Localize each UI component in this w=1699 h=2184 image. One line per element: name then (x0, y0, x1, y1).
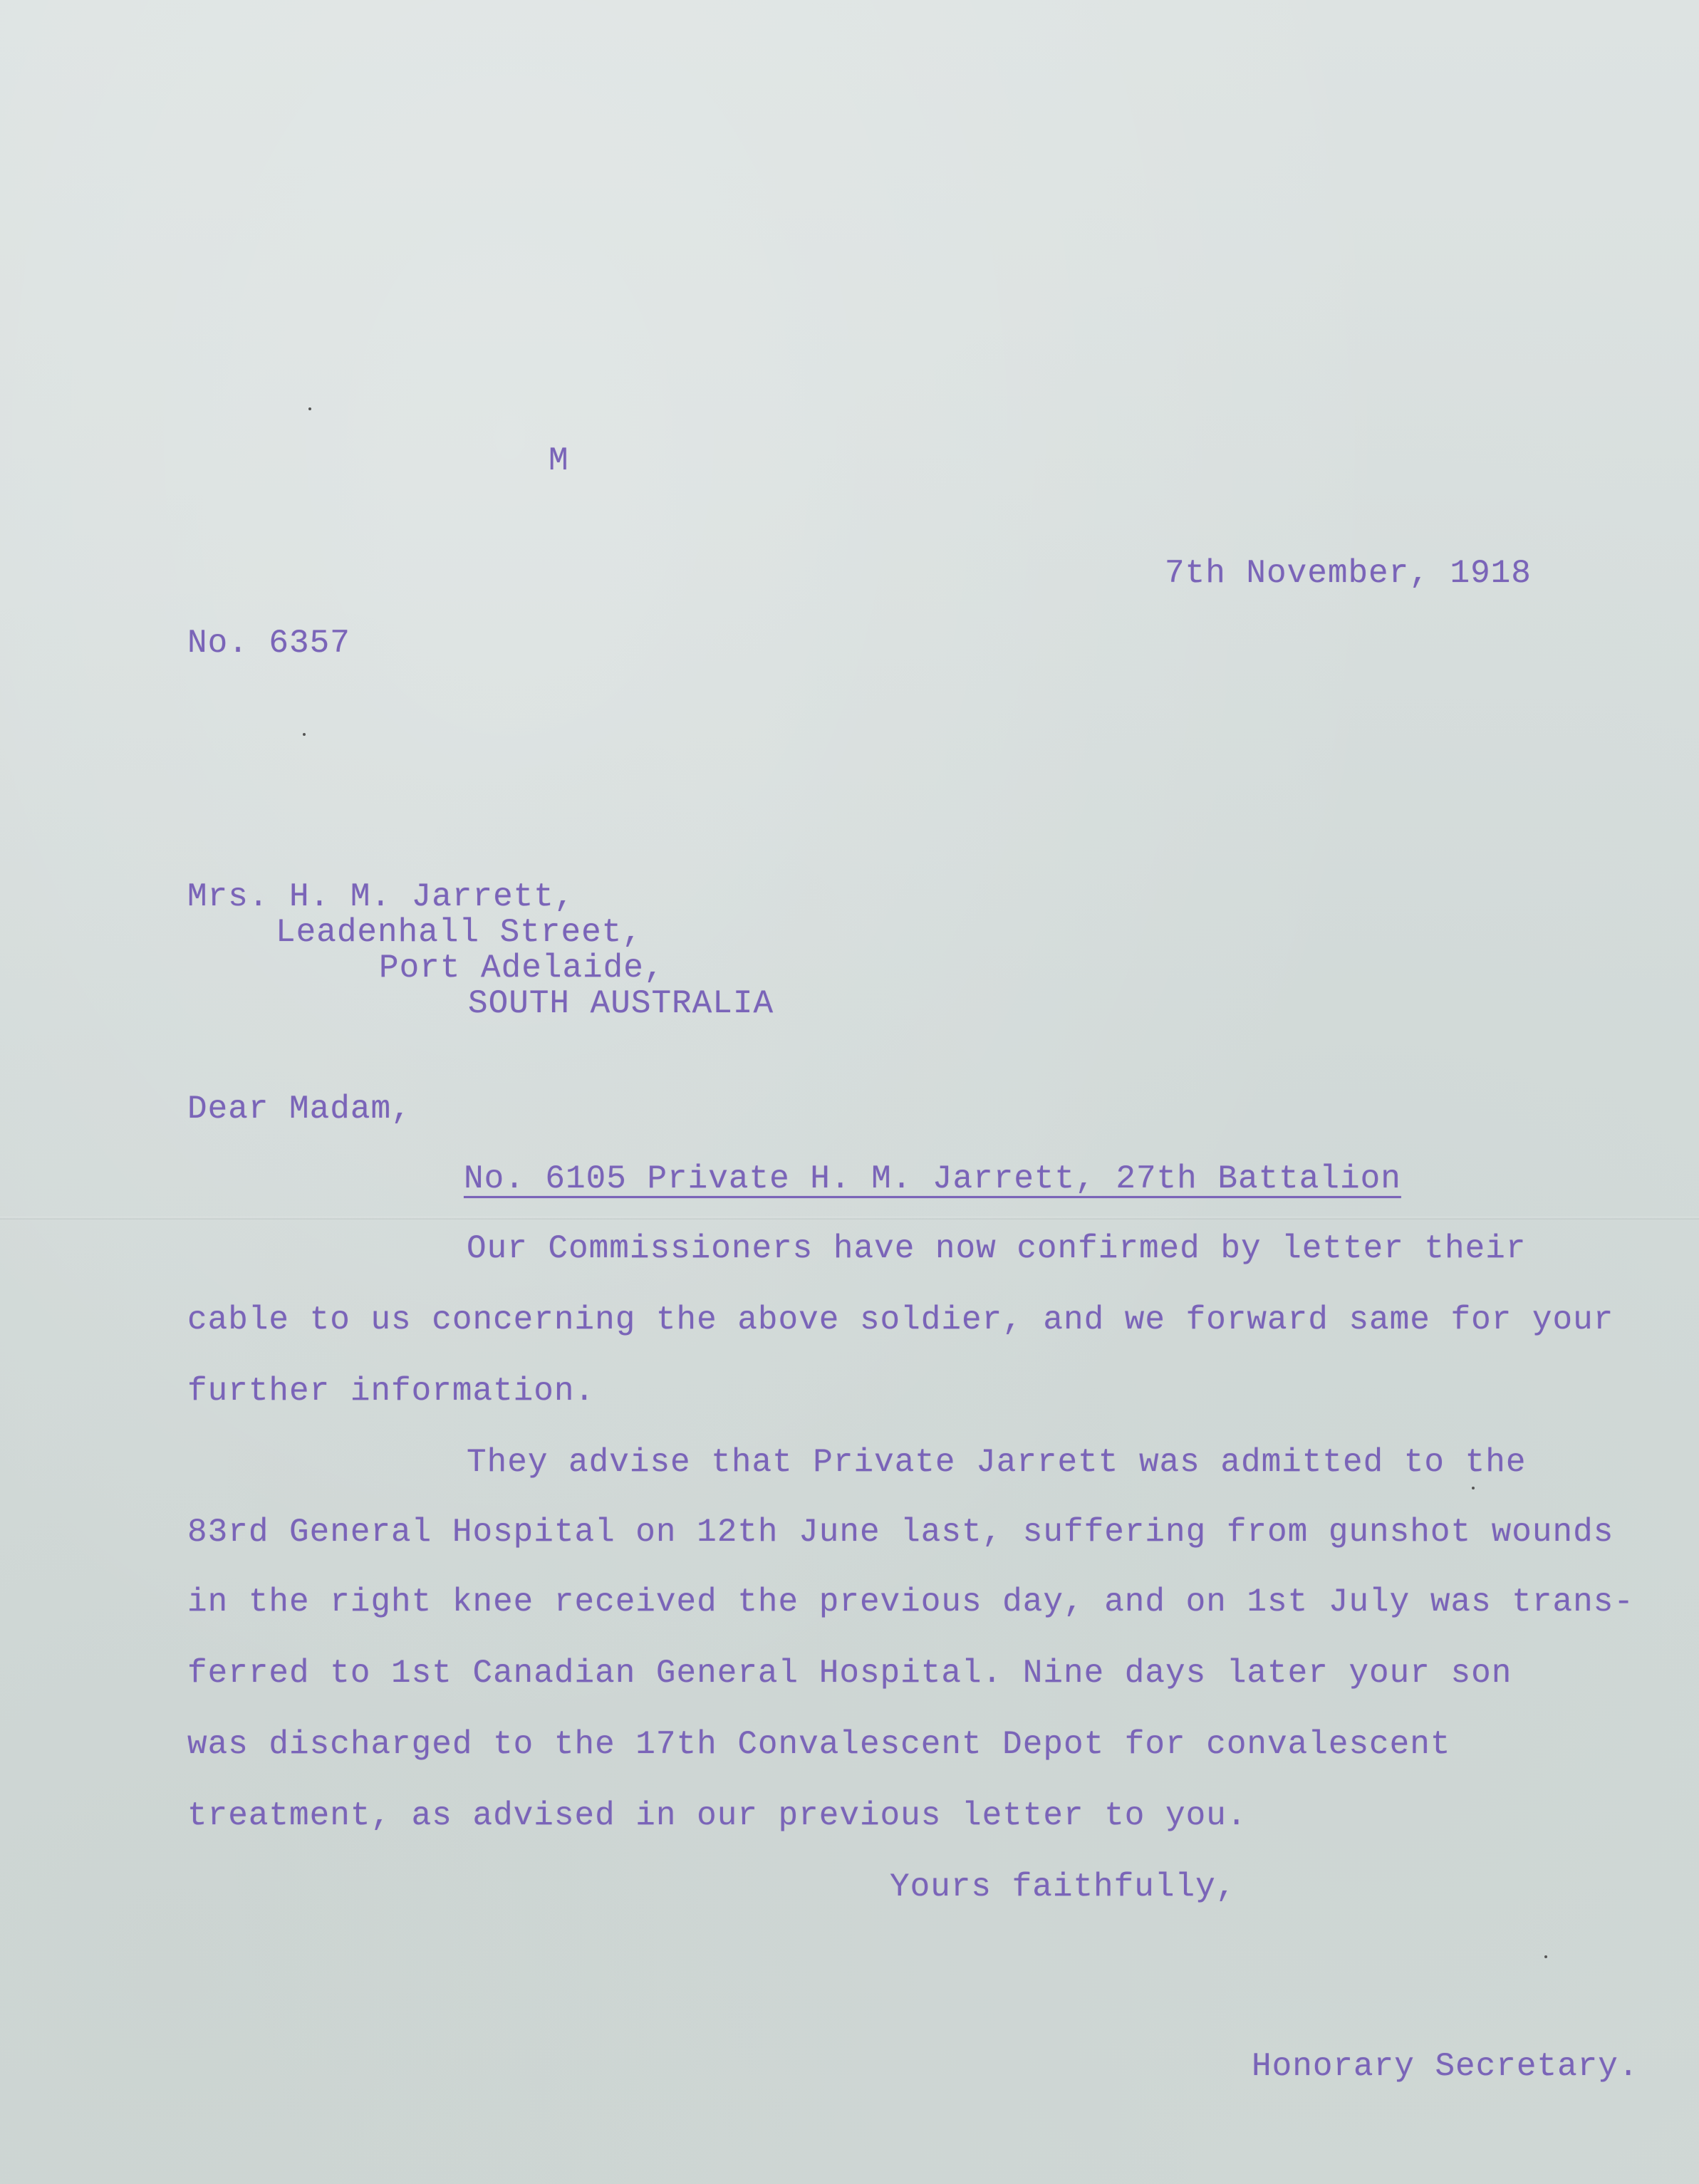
body-line: ferred to 1st Canadian General Hospital. Nine days later your son (187, 1655, 1512, 1692)
paper-speck (308, 407, 311, 410)
paper-speck (1544, 1955, 1547, 1958)
letter-initial: M (549, 442, 569, 479)
body-line: 83rd General Hospital on 12th June last, suffering from gunshot wounds (187, 1514, 1614, 1551)
address-line: Leadenhall Street, (276, 914, 643, 951)
letter-date: 7th November, 1918 (1165, 555, 1532, 592)
body-line: cable to us concerning the above soldier, and we forward same for your (187, 1301, 1614, 1338)
body-line: was discharged to the 17th Convalescent Depot for convalescent (187, 1726, 1451, 1763)
body-line: in the right knee received the previous day, and on 1st July was trans- (187, 1584, 1634, 1621)
salutation: Dear Madam, (187, 1091, 412, 1128)
closing: Yours faithfully, (890, 1868, 1237, 1905)
body-line: Our Commissioners have now confirmed by letter their (467, 1230, 1527, 1267)
body-line: further information. (187, 1373, 596, 1410)
signatory-title: Honorary Secretary. (1252, 2048, 1639, 2085)
address-line: Port Adelaide, (379, 950, 665, 987)
body-line: treatment, as advised in our previous letter to you. (187, 1797, 1247, 1834)
address-line: SOUTH AUSTRALIA (468, 985, 774, 1022)
subject-line: No. 6105 Private H. M. Jarrett, 27th Battalion (464, 1160, 1401, 1197)
paper-speck (303, 733, 306, 736)
address-line: Mrs. H. M. Jarrett, (187, 878, 575, 915)
reference-number: No. 6357 (187, 625, 350, 662)
body-line: They advise that Private Jarrett was admitted to the (467, 1444, 1527, 1481)
paper-speck (1472, 1487, 1475, 1489)
paper-fold (0, 1217, 1699, 1220)
